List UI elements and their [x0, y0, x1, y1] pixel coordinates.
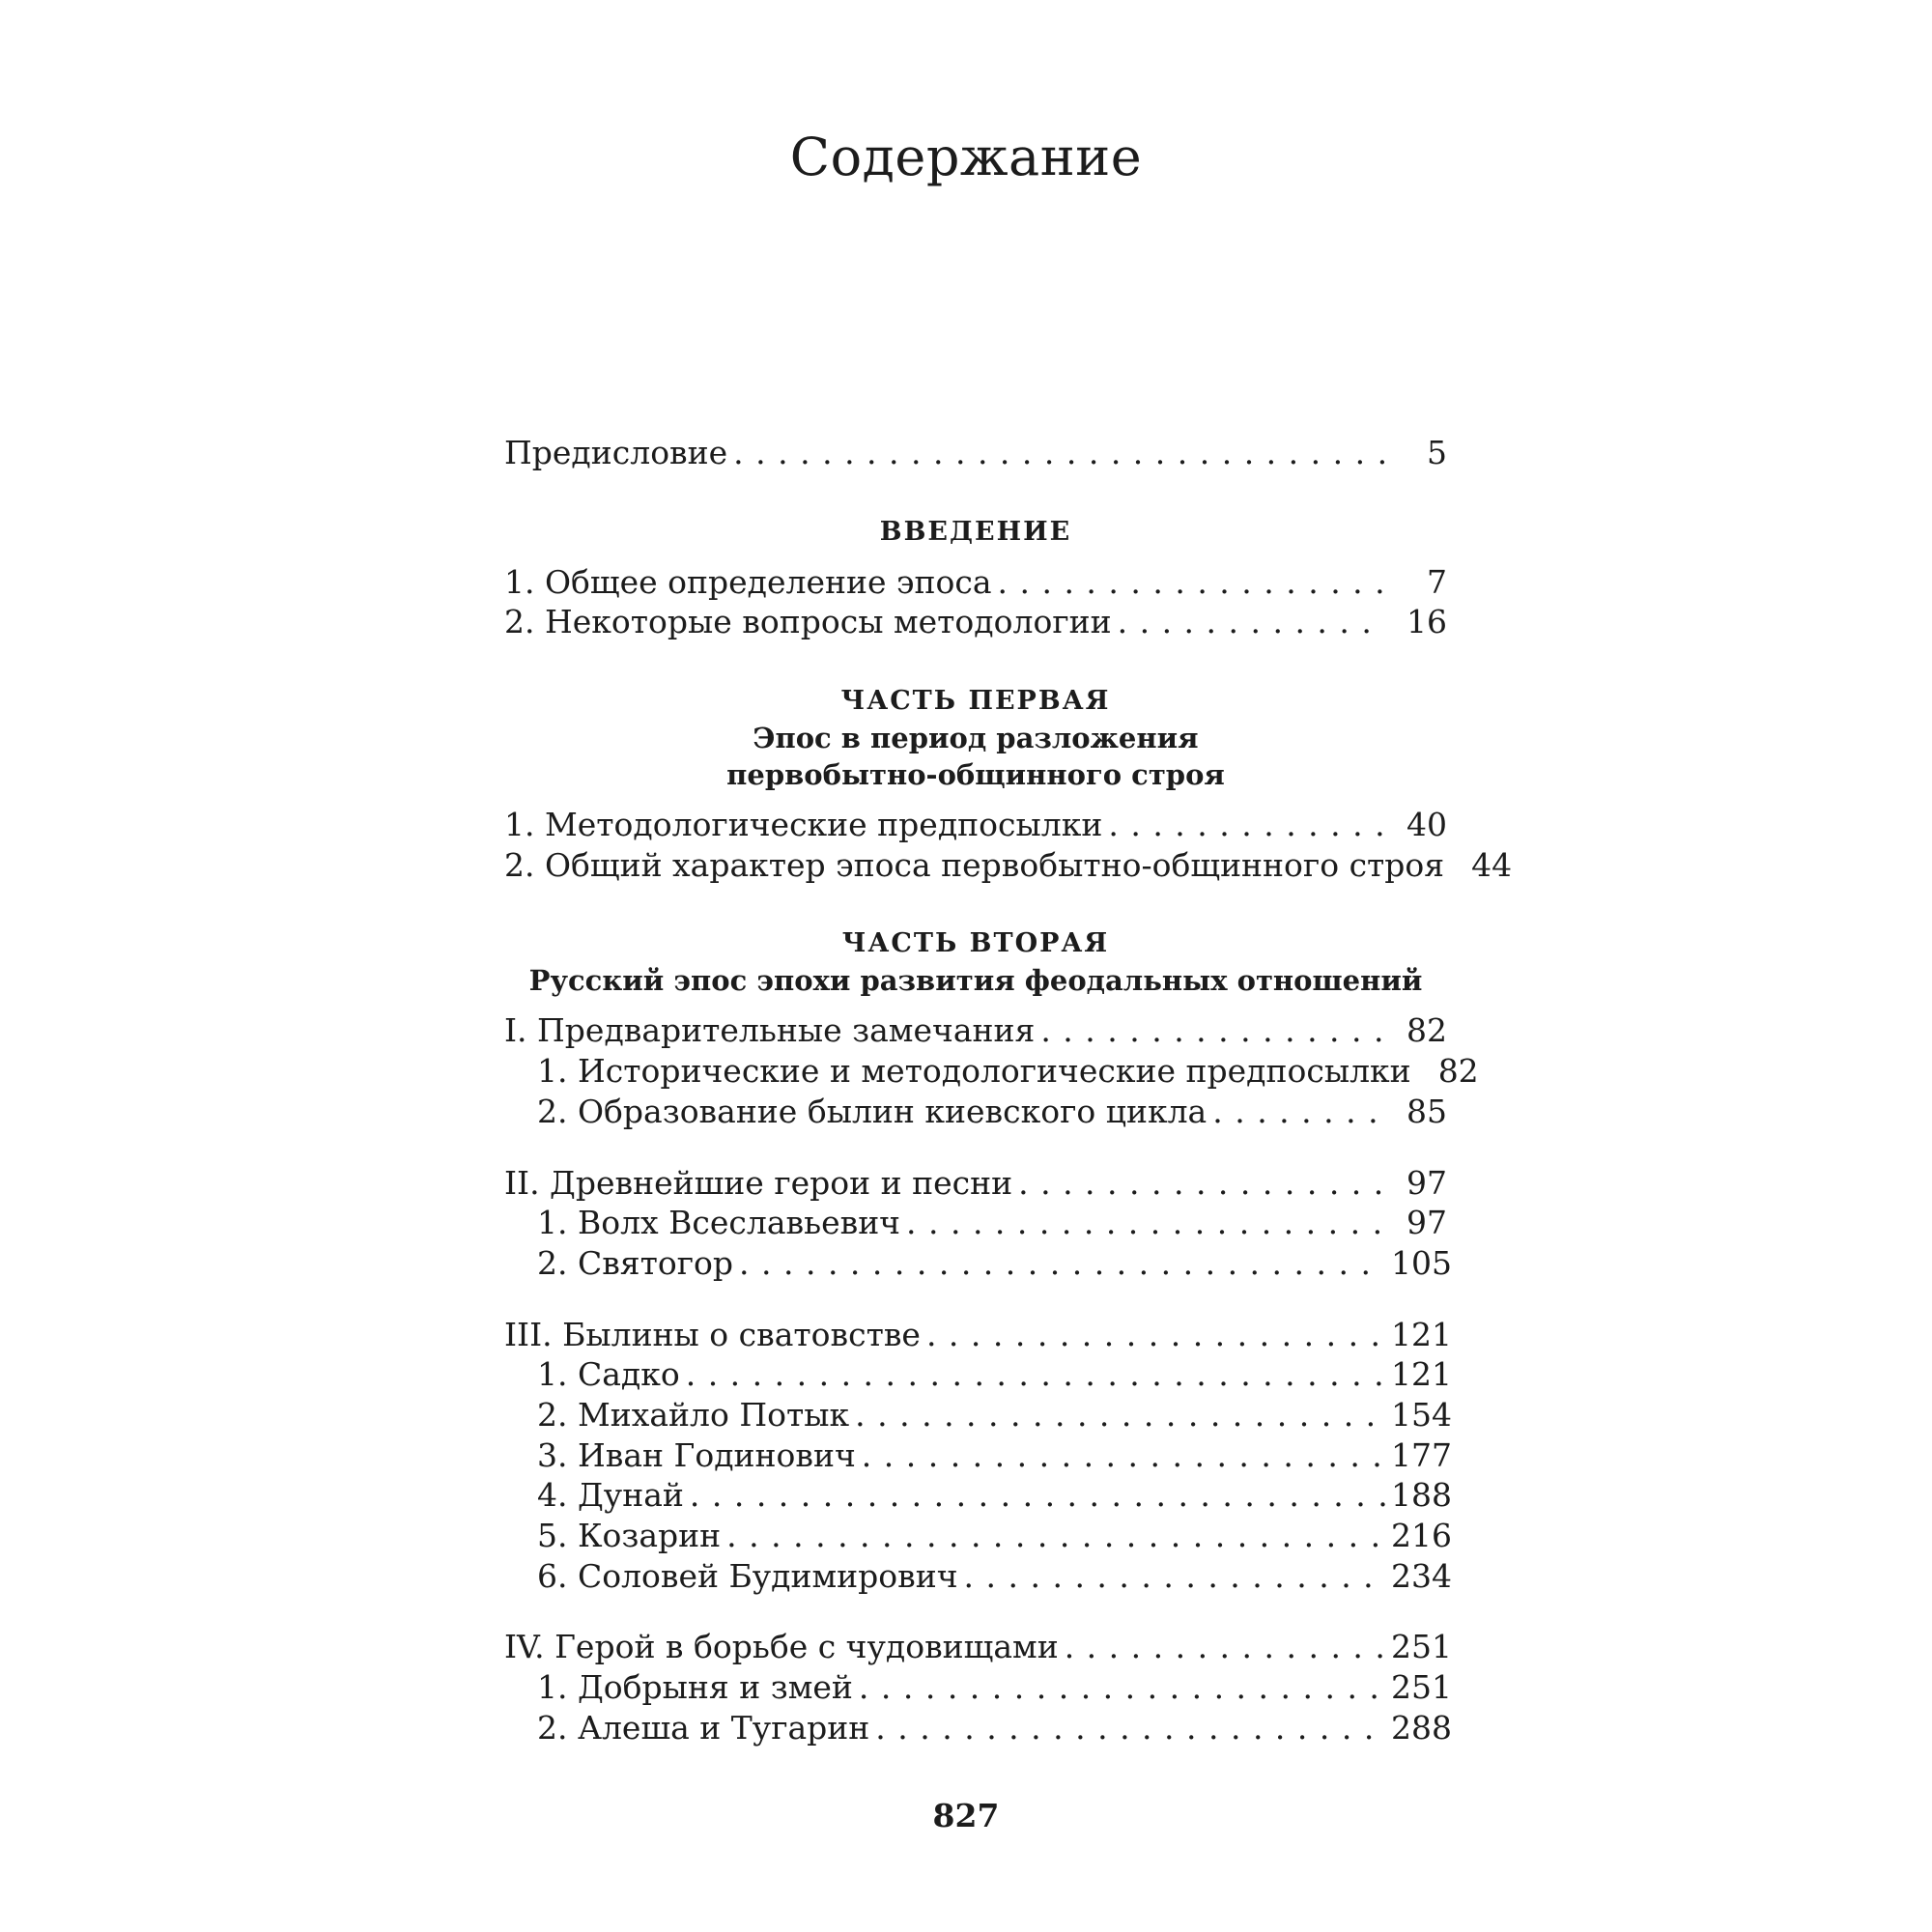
toc-subentry[interactable] — [504, 1475, 1452, 1516]
toc-entry-page: 40 — [1406, 806, 1447, 844]
toc-chapter[interactable] — [504, 1163, 1447, 1204]
toc-entry-label: 1. Методологические предпосылки — [504, 806, 1103, 844]
part-heading-2: ЧАСТЬ ВТОРАЯ — [841, 928, 1110, 959]
toc-subentry[interactable] — [504, 1708, 1452, 1748]
toc-entry-page: 5 — [1427, 434, 1447, 471]
dot-leader — [1118, 602, 1385, 642]
dot-leader — [1018, 1163, 1385, 1204]
toc-entry-label: 2. Образование былин киевского цикла — [537, 1092, 1208, 1130]
toc-subentry[interactable] — [504, 1243, 1452, 1284]
toc-entry-label: III. Былины о сватовстве — [504, 1315, 921, 1353]
toc-entry-page: 97 — [1406, 1163, 1447, 1202]
toc-subentry[interactable] — [504, 1354, 1452, 1395]
toc-subentry[interactable] — [504, 1203, 1447, 1243]
toc-entry-page: 16 — [1406, 603, 1447, 641]
part-subtitle-1a: Эпос в период разложения — [753, 722, 1199, 755]
page-title: Содержание — [789, 127, 1143, 188]
dot-leader — [733, 433, 1385, 473]
toc-entry-label: 1. Исторические и методологические предпосылки — [537, 1052, 1411, 1091]
toc-subentry[interactable] — [504, 1092, 1447, 1132]
toc-entry-label: 2. Некоторые вопросы методологии — [504, 603, 1112, 641]
toc-chapter[interactable] — [504, 1627, 1452, 1667]
toc-entry-label: I. Предварительные замечания — [504, 1011, 1036, 1050]
toc-entry-label: 1. Общее определение эпоса — [504, 562, 992, 601]
toc-entry-page: 188 — [1391, 1476, 1452, 1515]
dot-leader — [686, 1354, 1385, 1395]
dot-leader — [1108, 805, 1385, 845]
toc-entry-page: 121 — [1391, 1315, 1452, 1353]
toc-entry-label: 1. Добрыня и змей — [537, 1668, 853, 1707]
toc-entry-label: 3. Иван Годинович — [537, 1435, 856, 1474]
toc-subentry[interactable] — [504, 1516, 1452, 1556]
toc-entry-page: 234 — [1391, 1556, 1452, 1595]
dot-leader — [875, 1708, 1385, 1748]
toc-entry-label: 5. Козарин — [537, 1517, 722, 1554]
dot-leader — [906, 1203, 1385, 1243]
toc-entry[interactable] — [504, 805, 1447, 845]
toc-entry-page: 251 — [1391, 1628, 1452, 1666]
toc-entry[interactable] — [504, 602, 1447, 642]
toc-entry-page: 177 — [1391, 1435, 1452, 1474]
toc-entry-page: 154 — [1391, 1395, 1452, 1434]
toc-entry-label: 4. Дунай — [537, 1476, 684, 1515]
dot-leader — [739, 1243, 1385, 1284]
toc-entry-page: 44 — [1471, 845, 1513, 884]
dot-leader — [862, 1435, 1385, 1476]
part-heading-1: ЧАСТЬ ПЕРВАЯ — [840, 686, 1111, 717]
toc-entry-label: 2. Святогор — [537, 1243, 734, 1282]
toc-chapter[interactable] — [504, 1010, 1447, 1051]
dot-leader — [1065, 1627, 1385, 1667]
toc-entry-label: IV. Герой в борьбе с чудовищами — [504, 1628, 1059, 1666]
dot-leader — [1040, 1010, 1385, 1051]
toc-entry-page: 105 — [1391, 1243, 1452, 1282]
toc-entry-preface[interactable] — [504, 433, 1447, 473]
toc-entry-page: 82 — [1437, 1052, 1479, 1091]
toc-subentry[interactable] — [504, 1051, 1479, 1092]
dot-leader — [855, 1395, 1385, 1435]
dot-leader — [726, 1516, 1385, 1556]
dot-leader — [926, 1315, 1385, 1355]
toc-entry-page: 288 — [1391, 1708, 1452, 1747]
toc-entry-page: 85 — [1406, 1092, 1447, 1130]
dot-leader — [1212, 1092, 1385, 1132]
toc-entry-label: 2. Общий характер эпоса первобытно-общинного строя — [504, 845, 1445, 884]
section-heading-intro: ВВЕДЕНИЕ — [879, 516, 1072, 547]
toc-subentry[interactable] — [504, 1667, 1452, 1708]
toc-entry-page: 251 — [1391, 1668, 1452, 1707]
toc-entry-page: 82 — [1406, 1011, 1447, 1050]
toc-entry-page: 97 — [1406, 1204, 1447, 1242]
toc-subentry[interactable] — [504, 1556, 1452, 1597]
toc-entry-page: 216 — [1391, 1517, 1452, 1554]
part-subtitle-2: Русский эпос эпохи развития феодальных отношений — [528, 964, 1423, 998]
toc-entry-page: 121 — [1391, 1355, 1452, 1394]
toc-entry-label: Предисловие — [504, 434, 728, 471]
toc-entry-label: 6. Соловей Будимирович — [537, 1556, 958, 1595]
toc-entry-label: 1. Садко — [537, 1355, 680, 1394]
toc-entry-label: II. Древнейшие герои и песни — [504, 1163, 1013, 1202]
dot-leader — [859, 1667, 1385, 1708]
toc-chapter[interactable] — [504, 1315, 1452, 1355]
toc-subentry[interactable] — [504, 1435, 1452, 1476]
dot-leader — [690, 1475, 1385, 1516]
toc-subentry[interactable] — [504, 1395, 1452, 1435]
dot-leader — [998, 562, 1386, 603]
part-subtitle-1b: первобытно-общинного строя — [726, 758, 1225, 792]
toc-entry-page: 7 — [1427, 562, 1447, 601]
toc-entry[interactable] — [504, 562, 1447, 603]
table-of-contents — [504, 433, 1513, 1747]
toc-entry-label: 1. Волх Всеславьевич — [537, 1204, 901, 1242]
dot-leader — [964, 1556, 1385, 1597]
toc-entry-label: 2. Михайло Потык — [537, 1395, 850, 1434]
toc-entry-label: 2. Алеша и Тугарин — [537, 1708, 870, 1747]
page-number: 827 — [932, 1797, 1000, 1834]
toc-entry[interactable] — [504, 845, 1513, 886]
